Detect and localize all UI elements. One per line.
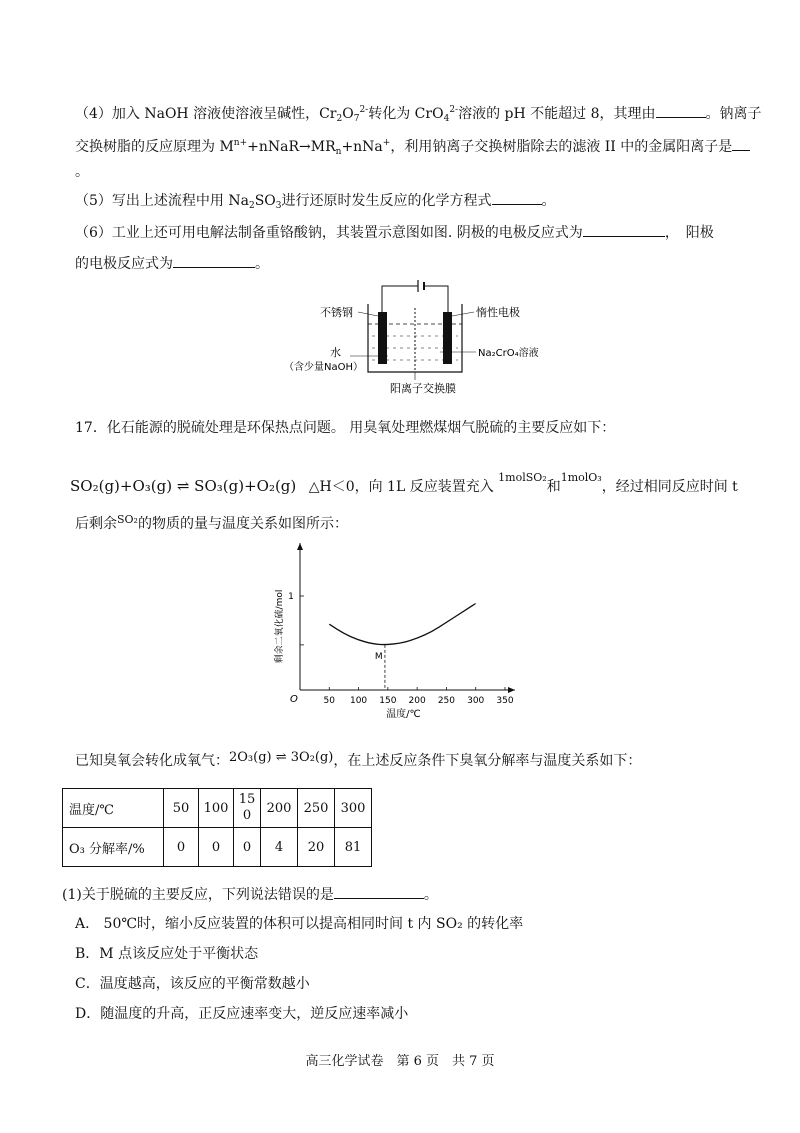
q6-line2: 的电极反应式为 。 <box>75 253 269 274</box>
q4-line1: （4）加入 NaOH 溶液使溶液呈碱性，$Cr_2O_7^{2-}$转化为 CrO$_4^{2-}$溶液的 pH 不能超过 8，其理由 。钠离子 <box>75 105 762 124</box>
label-membrane: 阳离子交换膜 <box>390 382 456 395</box>
y-tick-label-1: 1 <box>288 592 294 602</box>
wire-right <box>424 286 448 314</box>
label-stainless-steel: 不锈钢 <box>320 306 353 319</box>
ozone-decomposition-table <box>62 788 372 867</box>
label-inert-electrode: 惰性电极 <box>476 306 520 319</box>
label-water: 水 <box>330 346 341 359</box>
option-c[interactable]: C．温度越高，该反应的平衡常数越小 <box>75 976 310 992</box>
chart-ticks <box>273 590 514 720</box>
point-m-marker <box>300 645 385 690</box>
q4-answer-blank-2[interactable] <box>732 136 750 151</box>
x-tick-label-150: 150 <box>379 696 397 706</box>
option-d[interactable]: D．随温度的升高，正反应速率变大，逆反应速率减小 <box>75 1006 409 1022</box>
point-m-label: M <box>374 651 383 662</box>
option-b[interactable]: B．M 点该反应处于平衡状态 <box>75 946 259 962</box>
q6-anode-blank[interactable] <box>173 253 255 268</box>
x-tick-label-350: 350 <box>496 696 514 706</box>
x-tick-label-200: 200 <box>408 696 426 706</box>
q4-line2: 交换树脂的反应原理为 $M^{n+}+nNaR\to MR_n+nNa^+$，利用钠离子交换树脂除去的滤液 II 中的金属阳离子是 <box>75 133 750 162</box>
q17-equation-line: SO₂(g)+O₃(g) ⇌ SO₃(g)+O₂(g) △H＜0，向 1L 反应装置充入 $^{1molSO_2}$和$^{1molO_3}$，经过相同反应时间 t <box>70 471 738 495</box>
ozone-line: 已知臭氧会转化成氧气：2O₃(g) ⇌ 3O₂(g)，在上述反应条件下臭氧分解率与温度关系如下： <box>75 750 642 769</box>
q17-line3: 后剩余$^{SO_2}$的物质的量与温度关系如图所示： <box>75 513 348 532</box>
electrolysis-apparatus-diagram <box>280 272 540 397</box>
q17-intro: 17．化石能源的脱硫处理是环保热点问题。 用臭氧处理燃煤烟气脱硫的主要反应如下： <box>75 420 616 436</box>
q4-line3: 。 <box>75 164 89 180</box>
label-water-naoh: （含少量NaOH） <box>284 362 363 373</box>
x-axis-label: 温度/℃ <box>386 709 421 720</box>
page-footer: 高三化学试卷 第 6 页 共 7 页 <box>305 1054 495 1069</box>
label-na2cro4-solution: Na₂CrO₄溶液 <box>478 348 539 359</box>
q6-line1: （6）工业上还可用电解法制备重铬酸钠，其装置示意图如图. 阴极的电极反应式为 ， 阳极 <box>75 222 714 243</box>
q17-1-stem: (1)关于脱硫的主要反应，下列说法错误的是 。 <box>62 884 438 905</box>
inert-electrode <box>443 312 452 364</box>
wire-left <box>382 286 418 314</box>
q5-answer-blank[interactable] <box>492 190 542 205</box>
x-tick-label-50: 50 <box>323 696 336 706</box>
y-axis-arrow <box>297 543 303 550</box>
table-header-temperature: 温度/℃ <box>63 789 164 828</box>
chart-axes <box>290 543 515 705</box>
x-axis-arrow <box>508 687 515 693</box>
x-tick-label-300: 300 <box>467 696 485 706</box>
option-a[interactable]: A. 50℃时，缩小反应装置的体积可以提高相同时间 t 内 SO₂ 的转化率 <box>75 916 524 932</box>
table-header-o3-rate: O₃ 分解率/% <box>63 828 164 867</box>
q17-1-answer-blank[interactable] <box>334 884 424 899</box>
y-axis-label: 剩余二氧化硫/mol <box>275 589 285 664</box>
q6-cathode-blank[interactable] <box>583 222 665 237</box>
x-tick-label-100: 100 <box>349 696 368 706</box>
table-row: O₃ 分解率/% 0 0 0 4 20 81 <box>63 828 372 867</box>
q4-answer-blank-1[interactable] <box>656 103 706 118</box>
table-row: 温度/℃ 50 100 150 200 250 300 <box>63 789 372 828</box>
so2-curve <box>329 604 475 645</box>
origin-label: O <box>290 694 298 705</box>
x-tick-label-250: 250 <box>437 696 456 706</box>
q5-line: （5）写出上述流程中用 $Na_2SO_3$进行还原时发生反应的化学方程式 。 <box>75 190 556 216</box>
so2-temperature-chart <box>270 535 530 725</box>
